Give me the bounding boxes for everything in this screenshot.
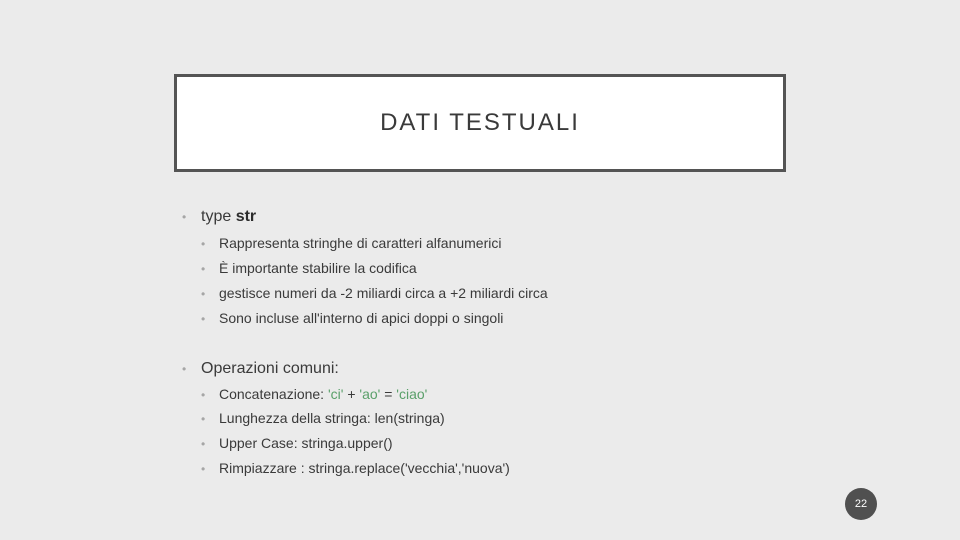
concat-part1: 'ci' [327,386,344,402]
bullet-dot-icon: • [201,437,206,451]
concat-label: Concatenazione: [219,386,328,402]
bullet-type-str [182,208,256,226]
concat-plus: + [343,386,360,402]
list-item [201,435,393,451]
list-item-text: Upper Case: stringa.upper() [219,435,393,451]
list-item [201,386,427,402]
slide-title: DATI TESTUALI [380,109,580,136]
bullet-dot-icon: • [201,312,206,326]
title-box [174,74,786,172]
list-item-text: È importante stabilire la codifica [219,260,417,276]
bullet-dot-icon: • [201,388,206,402]
bullet-type-keyword: str [235,208,257,225]
concat-part2: 'ao' [359,386,381,402]
list-item-text: gestisce numeri da -2 miliardi circa a +2 miliardi circa [219,285,548,301]
concat-result: 'ciao' [396,386,428,402]
list-item-text: Lunghezza della stringa: len(stringa) [219,410,445,426]
bullet-dot-icon: • [201,287,206,301]
bullet-operazioni [182,360,339,378]
list-item-text: Sono incluse all'interno di apici doppi o singoli [219,310,504,326]
list-item [201,285,548,301]
list-item [201,260,417,276]
list-item [201,235,501,251]
bullet-type-prefix: type [201,208,236,225]
bullet-dot-icon: • [182,210,187,224]
concat-equals: = [380,386,397,402]
list-item-text: Rappresenta stringhe di caratteri alfanumerici [219,235,502,251]
list-item [201,310,503,326]
bullet-dot-icon: • [201,262,206,276]
bullet-dot-icon: • [201,462,206,476]
bullet-dot-icon: • [182,362,187,376]
list-item [201,410,445,426]
list-item-text: Rimpiazzare : stringa.replace('vecchia','nuova') [219,460,510,476]
bullet-operazioni-text: Operazioni comuni: [201,360,339,377]
page-number-badge: 22 [845,488,877,520]
list-item [201,460,510,476]
bullet-dot-icon: • [201,412,206,426]
bullet-dot-icon: • [201,237,206,251]
